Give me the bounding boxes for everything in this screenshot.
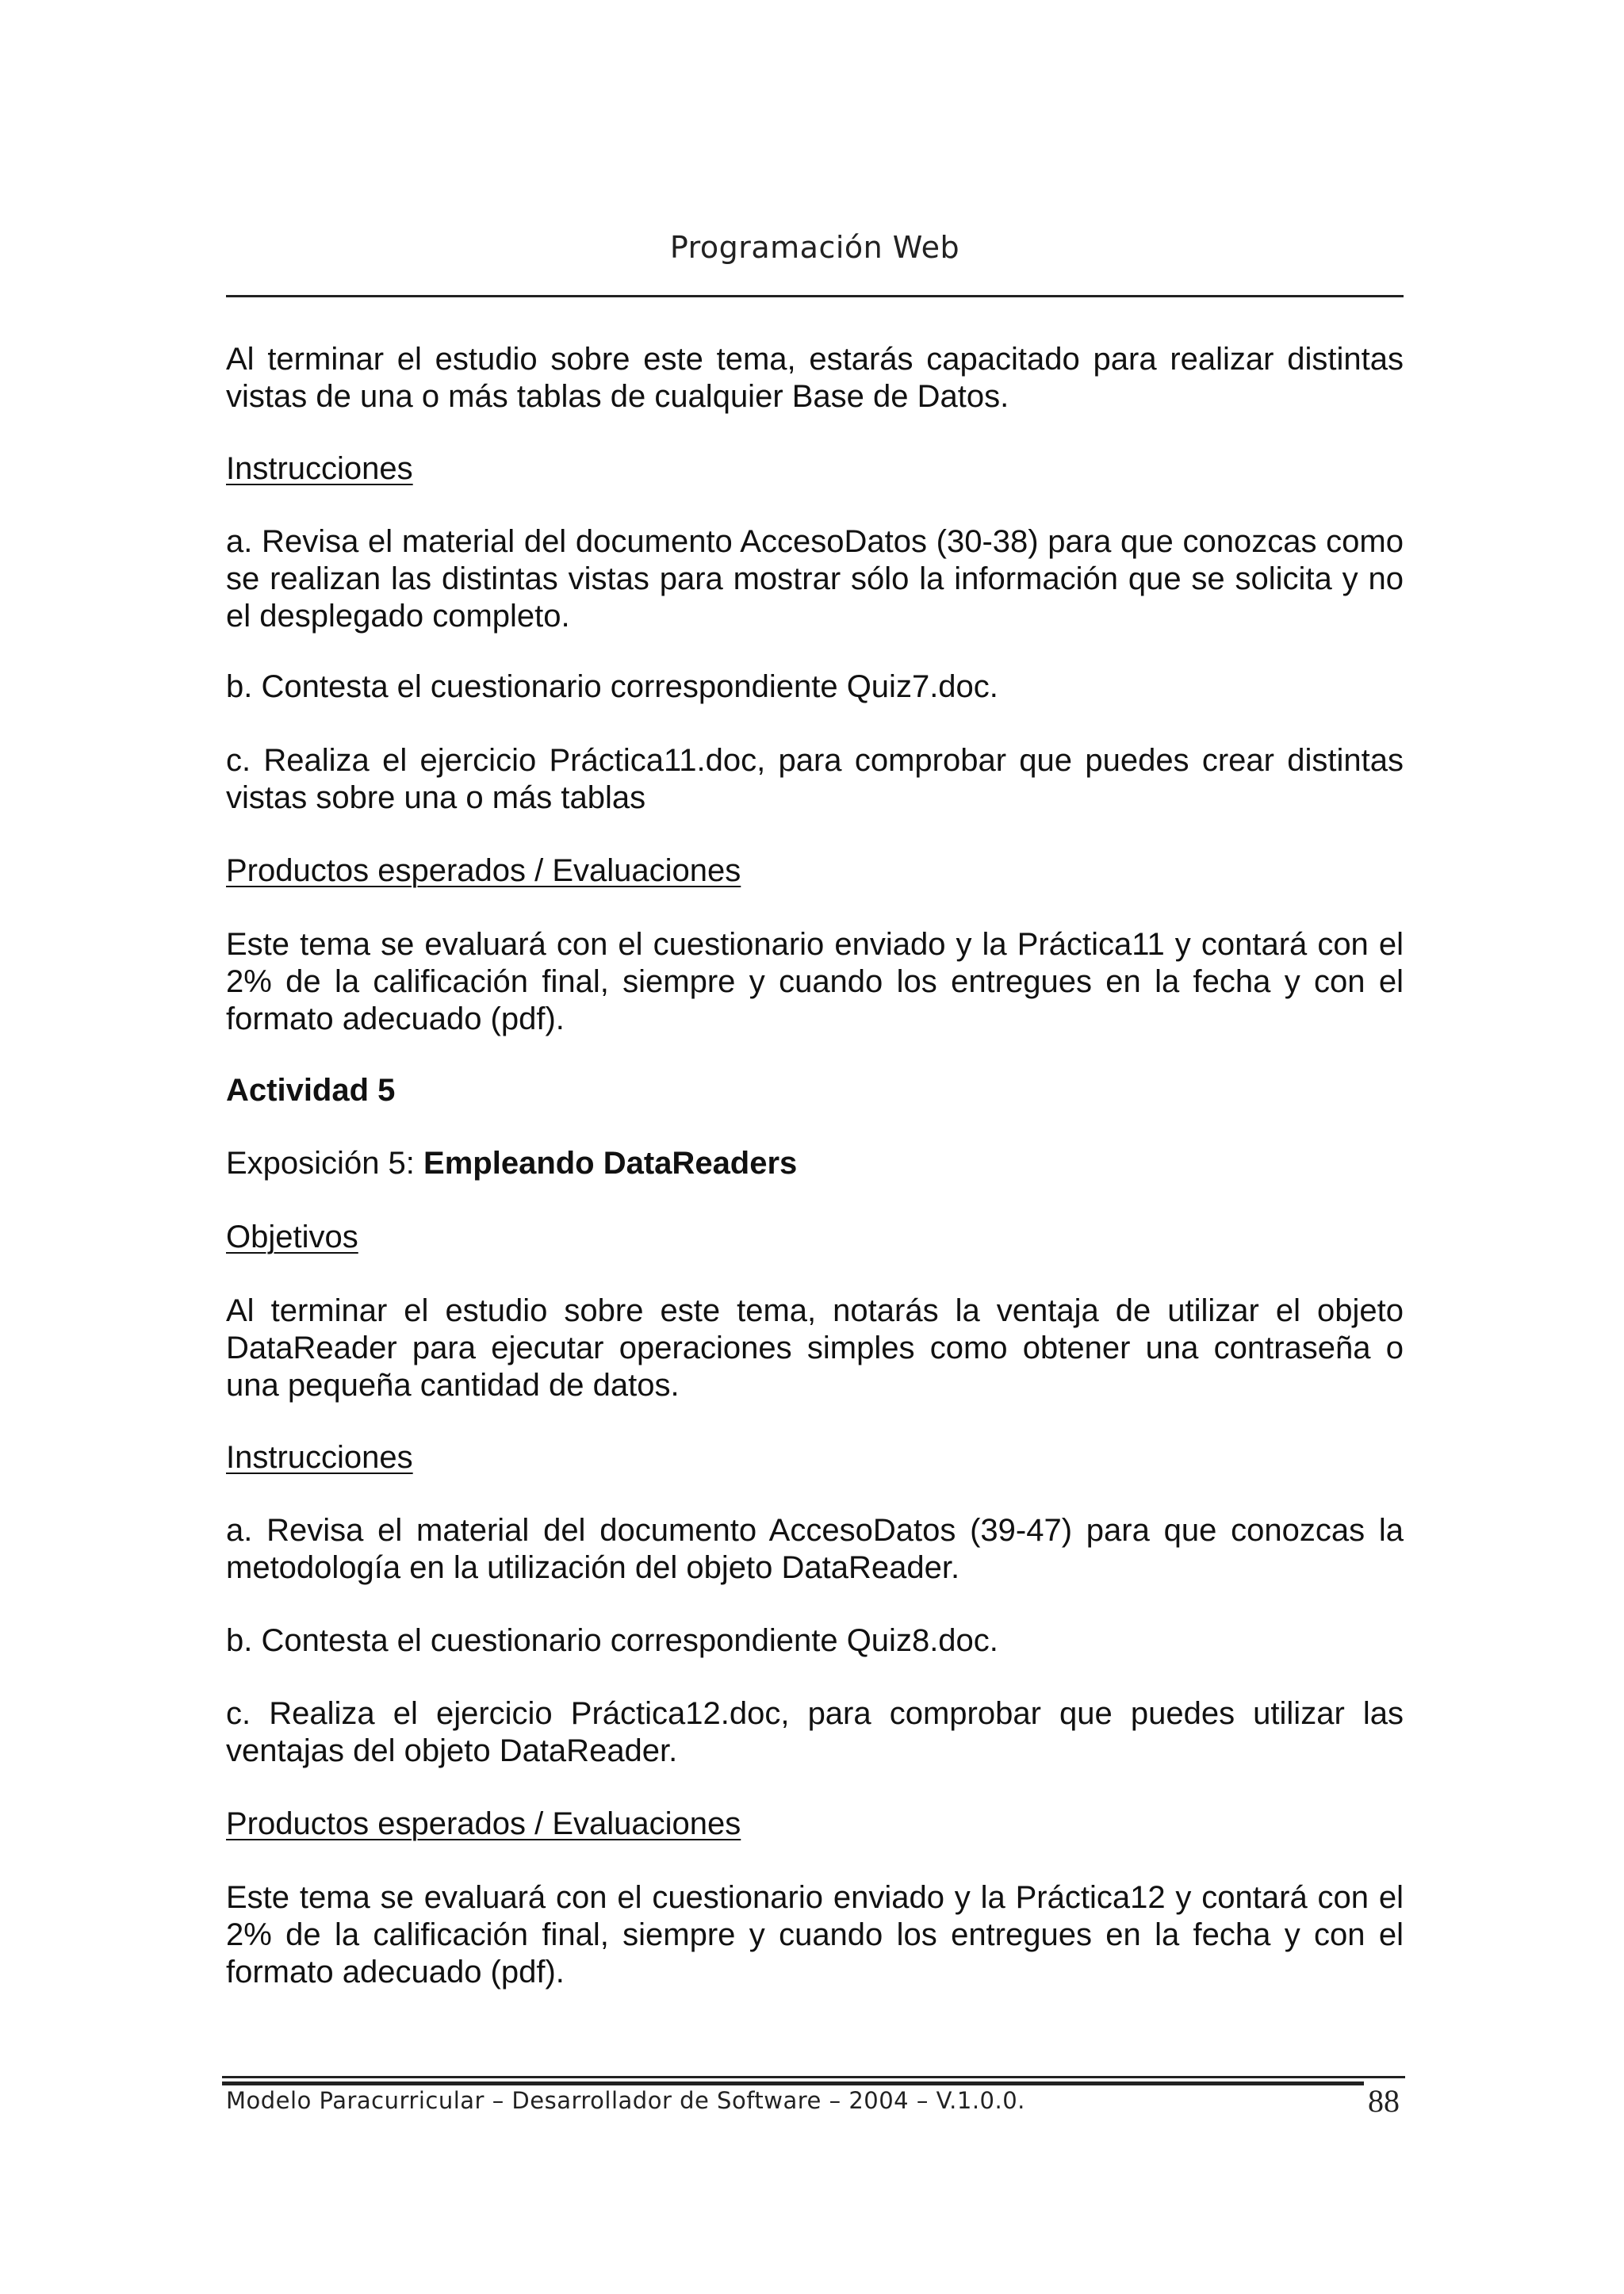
objectives-heading: Objetivos [226,1220,358,1254]
exposition-title: Empleando DataReaders [423,1146,798,1181]
instruction-item-c-2: c. Realiza el ejercicio Práctica12.doc, para comprobar que puedes utilizar las ventajas del objeto DataReader. [226,1696,1404,1768]
footer-divider-thick [222,2081,1364,2085]
evaluation-paragraph: Este tema se evaluará con el cuestionario enviado y la Práctica11 y contará con el 2% de la calificación final, siempre y cuando los entregues en la fecha y con el formato adecuado (pdf). [226,927,1404,1036]
intro-paragraph: Al terminar el estudio sobre este tema, estarás capacitado para realizar distintas vistas de una o más tablas de cualquier Base de Datos. [226,342,1404,414]
running-header: Programación Web [669,230,960,265]
header-divider [226,295,1404,297]
evaluation-paragraph-2: Este tema se evaluará con el cuestionario enviado y la Práctica12 y contará con el 2% de la calificación final, siempre y cuando los entregues en la fecha y con el formato adecuado (pdf). [226,1880,1404,1990]
exposition-label: Exposición 5: [226,1146,424,1181]
products-heading-2: Productos esperados / Evaluaciones [226,1806,741,1841]
exposition-line [226,1145,1404,1182]
instruction-item-b: b. Contesta el cuestionario correspondiente Quiz7.doc. [226,669,998,704]
footer-text: Modelo Paracurricular – Desarrollador de Software – 2004 – V.1.0.0. [226,2087,1025,2114]
footer-divider [222,2076,1405,2078]
activity-title: Actividad 5 [226,1073,396,1108]
instruction-item-b-2: b. Contesta el cuestionario correspondiente Quiz8.doc. [226,1623,998,1658]
page-number: 88 [1368,2083,1400,2119]
instruction-item-a: a. Revisa el material del documento AccesoDatos (30-38) para que conozcas como se realizan las distintas vistas para mostrar sólo la información que se solicita y no el desplegado completo. [226,524,1404,634]
objectives-paragraph: Al terminar el estudio sobre este tema, notarás la ventaja de utilizar el objeto DataReader para ejecutar operaciones simples como obtener una contraseña o una pequeña cantidad de datos. [226,1293,1404,1403]
instructions-heading: Instrucciones [226,451,413,486]
instruction-item-c: c. Realiza el ejercicio Práctica11.doc, para comprobar que puedes crear distintas vistas sobre una o más tablas [226,743,1404,815]
products-heading: Productos esperados / Evaluaciones [226,853,741,888]
instructions-heading-2: Instrucciones [226,1440,413,1475]
instruction-item-a-2: a. Revisa el material del documento AccesoDatos (39-47) para que conozcas la metodología en la utilización del objeto DataReader. [226,1513,1404,1585]
